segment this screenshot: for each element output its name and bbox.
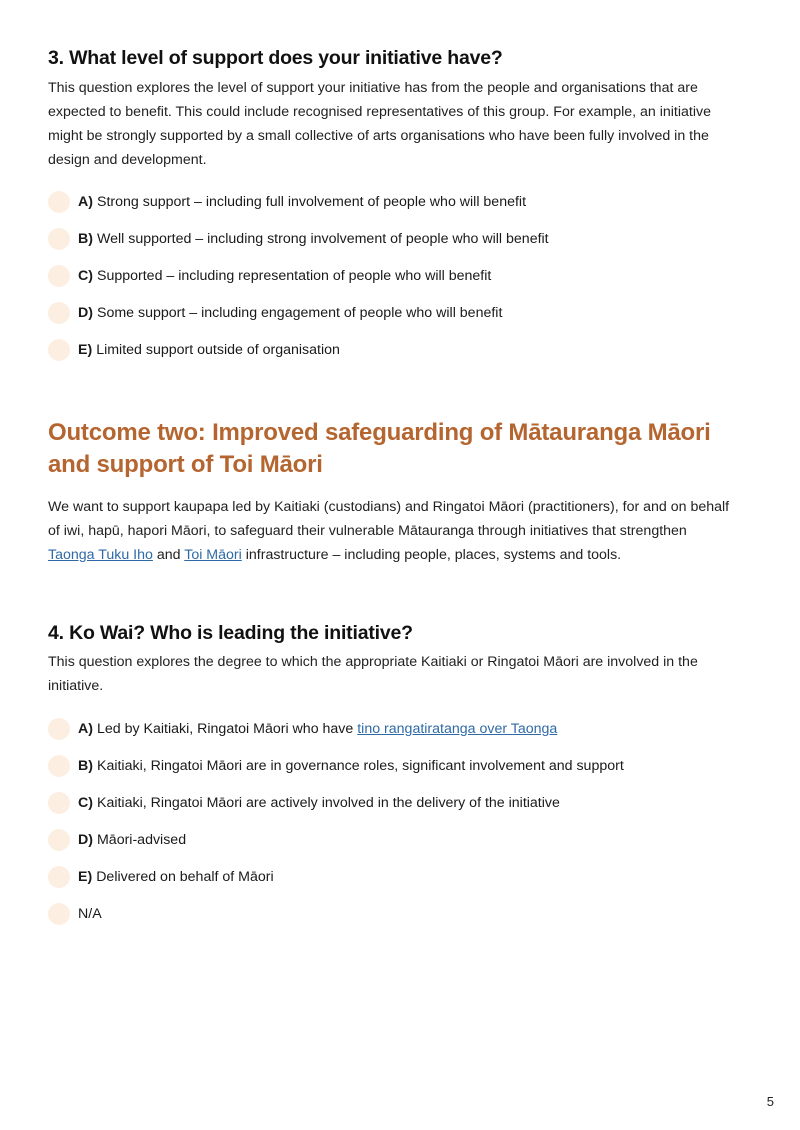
toi-maori-link[interactable]: Toi Māori	[184, 547, 242, 563]
question-3-title: 3. What level of support does your initiative have?	[48, 47, 503, 69]
option-letter: C)	[78, 268, 93, 284]
question-4-title: 4. Ko Wai? Who is leading the initiative?	[48, 622, 413, 644]
radio-button[interactable]	[48, 339, 70, 361]
q3-option-e[interactable]	[48, 338, 340, 362]
desc-line: We want to support kaupapa led by Kaitiaki (custodians) and Ringatoi Māori (practitioners), for and on behalf	[48, 499, 730, 515]
option-label: Some support – including engagement of people who will benefit	[96, 305, 503, 321]
radio-button[interactable]	[48, 302, 70, 324]
desc-line: expected to benefit. This could include recognised representatives of this group. For example, an initiative	[48, 104, 711, 120]
radio-button[interactable]	[48, 228, 70, 250]
option-letter: B)	[78, 231, 93, 247]
option-label: Limited support outside of organisation	[96, 342, 340, 358]
option-letter: B)	[78, 758, 93, 774]
question-4-description	[48, 650, 698, 698]
desc-line: of iwi, hapū, hapori Māori, to safeguard their vulnerable Mātauranga through initiatives that strengthen	[48, 523, 687, 539]
outcome-two-heading	[48, 417, 711, 481]
q3-option-b[interactable]	[48, 227, 549, 251]
option-label: Māori-advised	[96, 832, 187, 848]
page-number: 5	[766, 1094, 774, 1109]
option-letter: C)	[78, 795, 93, 811]
q4-option-d[interactable]	[48, 828, 186, 852]
q3-option-c[interactable]	[48, 264, 491, 288]
desc-line: might be strongly supported by a small collective of arts organisations who have been fully involved in the	[48, 128, 709, 144]
radio-button[interactable]	[48, 265, 70, 287]
connector-text: and	[152, 547, 185, 563]
option-letter: A)	[78, 194, 93, 210]
radio-button[interactable]	[48, 755, 70, 777]
radio-button[interactable]	[48, 903, 70, 925]
option-label: Delivered on behalf of Māori	[96, 869, 274, 885]
q3-option-d[interactable]	[48, 301, 502, 325]
option-letter: D)	[78, 832, 93, 848]
q4-option-b[interactable]	[48, 754, 624, 778]
radio-button[interactable]	[48, 792, 70, 814]
option-letter: D)	[78, 305, 93, 321]
q4-option-a[interactable]	[48, 717, 557, 741]
desc-line: design and development.	[48, 152, 207, 168]
option-letter: E)	[78, 342, 93, 358]
option-label: Supported – including representation of people who will benefit	[96, 268, 492, 284]
option-letter: A)	[78, 721, 93, 737]
desc-line: This question explores the level of support your initiative has from the people and organisations that are	[48, 80, 698, 96]
heading-line: Outcome two: Improved safeguarding of Mātauranga Māori	[48, 419, 711, 446]
q4-option-c[interactable]	[48, 791, 560, 815]
q4-option-na[interactable]	[48, 902, 102, 926]
desc-line: infrastructure – including people, places, systems and tools.	[241, 547, 622, 563]
radio-button[interactable]	[48, 191, 70, 213]
desc-line: initiative.	[48, 678, 104, 694]
option-label: Strong support – including full involvement of people who will benefit	[96, 194, 527, 210]
question-3-description	[48, 76, 711, 172]
option-label: N/A	[78, 906, 102, 922]
radio-button[interactable]	[48, 866, 70, 888]
option-label: Well supported – including strong involvement of people who will benefit	[96, 231, 549, 247]
q4-option-e[interactable]	[48, 865, 274, 889]
option-label: Kaitiaki, Ringatoi Māori are actively involved in the delivery of the initiative	[96, 795, 560, 811]
radio-button[interactable]	[48, 718, 70, 740]
desc-line: This question explores the degree to which the appropriate Kaitiaki or Ringatoi Māori are involved in the	[48, 654, 698, 670]
radio-button[interactable]	[48, 829, 70, 851]
heading-line: and support of Toi Māori	[48, 451, 323, 478]
tino-rangatiratanga-link[interactable]: tino rangatiratanga over Taonga	[357, 721, 558, 737]
q3-option-a[interactable]	[48, 190, 526, 214]
outcome-two-description	[48, 495, 729, 567]
option-letter: E)	[78, 869, 93, 885]
option-label: Kaitiaki, Ringatoi Māori are in governance roles, significant involvement and support	[96, 758, 624, 774]
taonga-tuku-iho-link[interactable]: Taonga Tuku Iho	[48, 547, 153, 563]
option-label: Led by Kaitiaki, Ringatoi Māori who have	[96, 721, 358, 737]
